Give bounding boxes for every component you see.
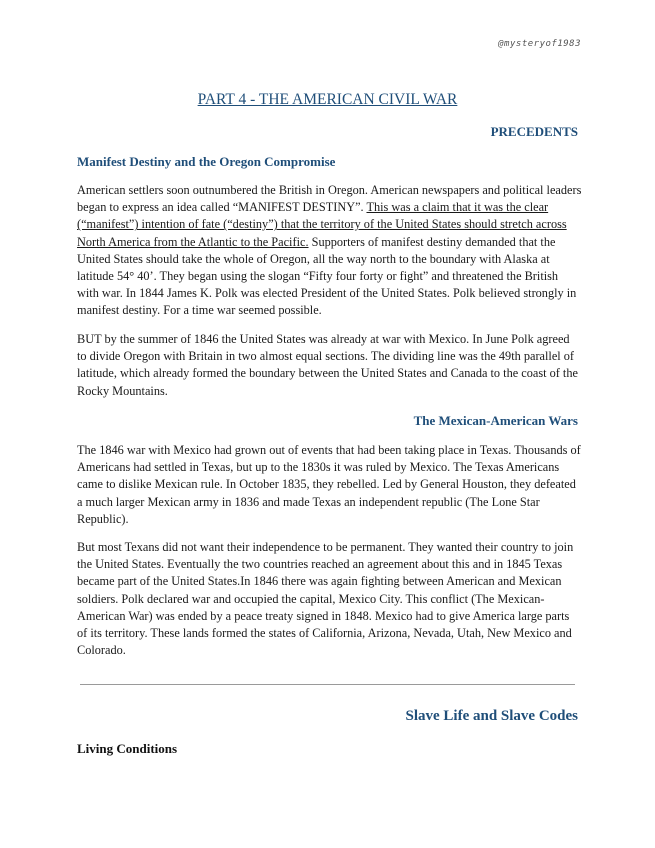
paragraph-mexican-war: But most Texans did not want their independence to be permanent. They wanted their country to join the United States. Eventually the two countries reached an agreement about this and in 1845 Texas became part of the United States.In 1846 there was again fighting between American and Mexican soldiers. Polk declared war and occupied the capital, Mexico City. This conflict (The Mexican-American War) was ended by a peace treaty signed in 1848. Mexico had to give America large parts of its territory. These lands formed the states of California, Arizona, Nevada, Utah, New Mexico and Colorado. — [77, 540, 574, 658]
underlined-claim: This was a claim that it was the clear (“manifest”) intention of fate (“destiny”) that the territory of the United States should stretch across North America from the Atlantic to the Pacific. — [77, 200, 567, 249]
paragraph-oregon-division: BUT by the summer of 1846 the United States was already at war with Mexico. In June Polk agreed to divide Oregon with Britain in two almost equal sections. The dividing line was the 49th parallel of latitude, which already formed the boundary between the United States and Canada to the coast of the Rocky Mountains. — [77, 332, 578, 398]
heading-precedents: PRECEDENTS — [490, 124, 578, 139]
heading-slave-life: Slave Life and Slave Codes — [405, 708, 578, 724]
heading-living-conditions: Living Conditions — [77, 741, 178, 756]
watermark: @mysteryof1983 — [498, 39, 581, 49]
paragraph-text: Supporters of manifest destiny demanded that the United States should take the whole of Oregon, all the way north to the boundary with Alaska at latitude 54° 40’. They began using the slogan “Fifty four forty or fight” and threatened the British with war. In 1844 James K. Polk was elected President of the United States. Polk believed strongly in manifest destiny. For a time war seemed possible. — [77, 234, 577, 318]
page-title: PART 4 - THE AMERICAN CIVIL WAR — [197, 91, 458, 108]
paragraph-texas-rebellion: The 1846 war with Mexico had grown out of events that had been taking place in Texas. Thousands of Americans had settled in Texas, but up to the 1830s it was ruled by Mexico. The Texas Americans came to dislike Mexican rule. In October 1835, they rebelled. Led by General Houston, they defeated a much larger Mexican army in 1836 and made Texas an independent republic (The Lone Star Republic). — [77, 443, 581, 526]
paragraph-manifest-destiny — [77, 182, 582, 320]
heading-manifest-destiny: Manifest Destiny and the Oregon Compromise — [77, 154, 336, 169]
horizontal-divider — [80, 684, 575, 685]
heading-mexican-american-wars: The Mexican-American Wars — [413, 413, 578, 428]
paragraph-text: American settlers soon outnumbered the British in Oregon. American newspapers and political leaders began to express an idea called “MANIFEST DESTINY”. — [77, 183, 582, 215]
